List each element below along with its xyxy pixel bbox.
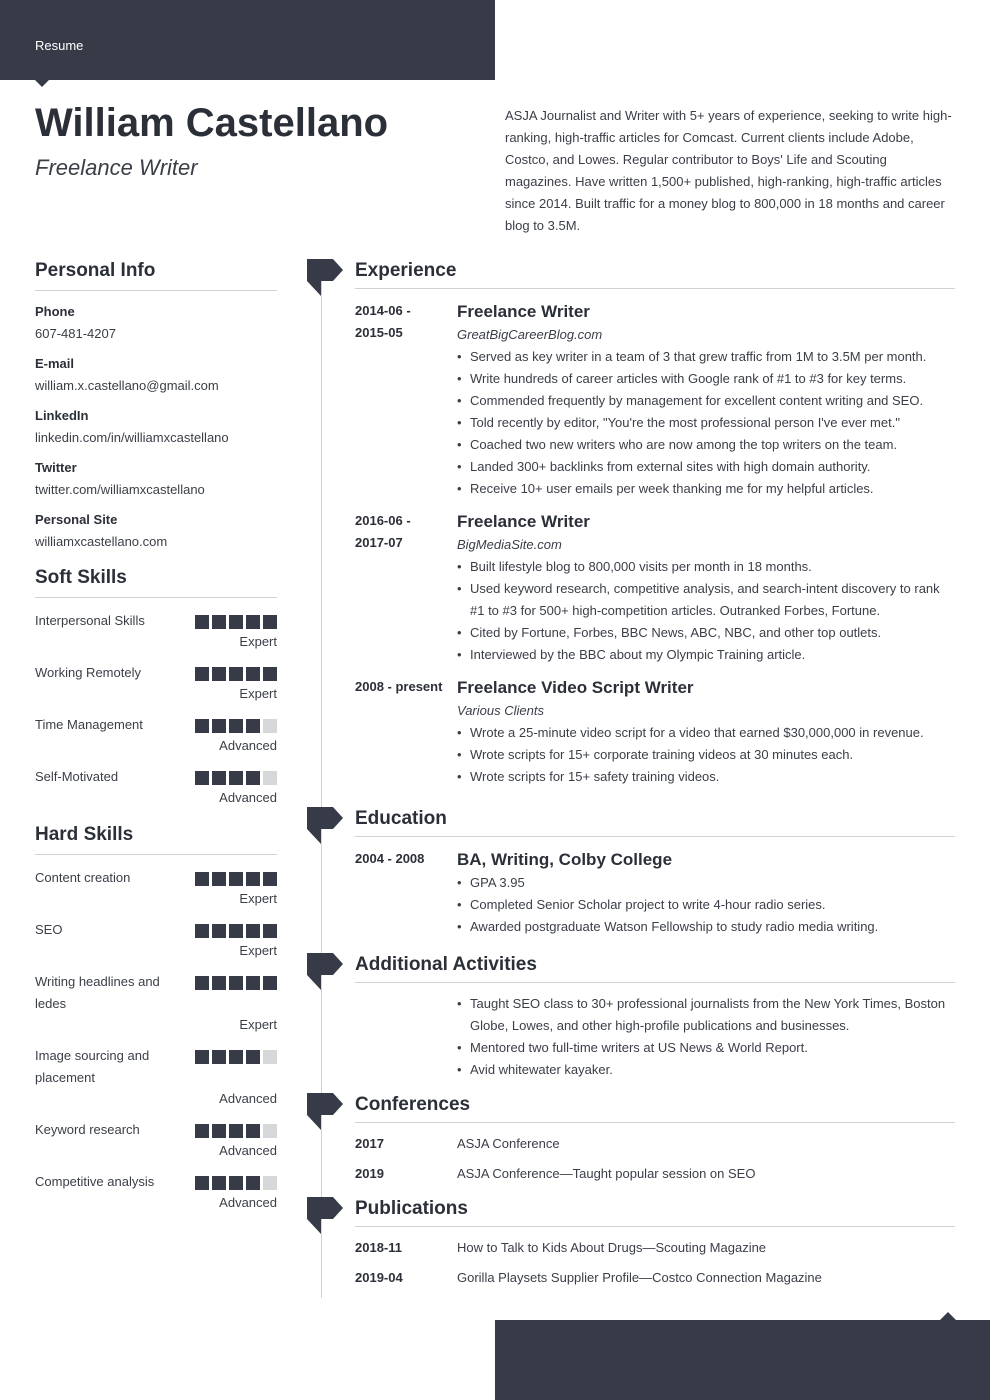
rating-square-filled	[246, 1176, 260, 1190]
rating-square-filled	[212, 976, 226, 990]
skill-row	[35, 971, 277, 1035]
hard-skills-heading: Hard Skills	[35, 822, 277, 855]
education-heading: Education	[355, 806, 955, 837]
entry-bullets	[457, 556, 955, 666]
entry-bullets	[457, 346, 955, 500]
skill-rating	[195, 872, 277, 886]
conferences-section	[355, 1092, 955, 1189]
bullet-item: • Coached two new writers who are now among the top writers on the team.	[457, 434, 955, 456]
skill-name: Competitive analysis	[35, 1174, 155, 1189]
bullet-item: • Served as key writer in a team of 3 that grew traffic from 1M to 3.5M per month.	[457, 346, 955, 368]
conferences-heading: Conferences	[355, 1092, 955, 1123]
rating-square-filled	[195, 872, 209, 886]
skill-rating	[195, 719, 277, 733]
twitter-label: Twitter	[35, 460, 77, 475]
phone-value: 607-481-4207	[35, 326, 116, 341]
skill-row	[35, 867, 277, 909]
left-column	[35, 258, 277, 1223]
skill-rating	[195, 1124, 277, 1138]
publications-section	[355, 1196, 955, 1293]
skill-level: Advanced	[219, 738, 277, 753]
skill-level: Advanced	[219, 1143, 277, 1158]
skill-name: Image sourcing and placement	[35, 1048, 150, 1085]
activities-marker-icon	[307, 953, 344, 993]
skill-rating	[195, 615, 277, 629]
personal-info-heading: Personal Info	[35, 258, 277, 291]
rating-square-filled	[195, 615, 209, 629]
experience-marker-icon	[307, 259, 344, 299]
entry-bullets	[457, 722, 955, 788]
candidate-name: William Castellano	[35, 101, 389, 145]
rating-square-filled	[195, 719, 209, 733]
activities-bullets	[457, 993, 955, 1081]
publication-date: 2019-04	[355, 1270, 403, 1285]
rating-square-filled	[229, 872, 243, 886]
bullet-item: • Avid whitewater kayaker.	[457, 1059, 955, 1081]
experience-entry	[355, 300, 955, 500]
entry-title: Freelance Writer	[457, 512, 590, 531]
publications-marker-icon	[307, 1197, 344, 1237]
bullet-item: • Cited by Fortune, Forbes, BBC News, ABC, NBC, and other top outlets.	[457, 622, 955, 644]
personal-info-list	[35, 303, 277, 553]
skill-name: Time Management	[35, 717, 143, 732]
conference-row	[355, 1159, 955, 1189]
rating-square-empty	[263, 1124, 277, 1138]
activities-entry	[355, 993, 955, 1081]
soft-skills-list	[35, 610, 277, 808]
linkedin-value: linkedin.com/in/williamxcastellano	[35, 430, 229, 445]
rating-square-filled	[229, 1124, 243, 1138]
conference-text: ASJA Conference	[457, 1136, 560, 1151]
bullet-item: • Completed Senior Scholar project to write 4-hour radio series.	[457, 894, 955, 916]
rating-square-filled	[229, 1050, 243, 1064]
candidate-title: Freelance Writer	[35, 155, 198, 180]
skill-row	[35, 1045, 277, 1109]
rating-square-filled	[195, 924, 209, 938]
skill-rating	[195, 976, 277, 990]
personal-site-value: williamxcastellano.com	[35, 534, 168, 549]
bullet-item: • Commended frequently by management for excellent content writing and SEO.	[457, 390, 955, 412]
twitter-value: twitter.com/williamxcastellano	[35, 482, 205, 497]
bullet-item: • Taught SEO class to 30+ professional journalists from the New York Times, Boston Globe, Lowes, and other high-profile publications and businesses.	[457, 993, 955, 1037]
header-notch	[34, 79, 50, 87]
entry-date: 2004 - 2008	[355, 851, 425, 866]
skill-level: Expert	[239, 686, 277, 701]
footer-notch	[940, 1312, 956, 1320]
skill-level: Expert	[239, 634, 277, 649]
entry-date: 2016-06 - 2017-07	[355, 513, 411, 550]
skill-level: Advanced	[219, 1195, 277, 1210]
rating-square-filled	[195, 976, 209, 990]
rating-square-filled	[263, 924, 277, 938]
bullet-item: • Used keyword research, competitive analysis, and search-intent discovery to rank #1 to #3 for 500+ high-competition articles. Outranked Forbes, Fortune.	[457, 578, 955, 622]
conference-text: ASJA Conference—Taught popular session on SEO	[457, 1166, 756, 1181]
rating-square-filled	[212, 924, 226, 938]
bullet-item: • Mentored two full-time writers at US News & World Report.	[457, 1037, 955, 1059]
soft-skills-heading: Soft Skills	[35, 565, 277, 598]
resume-tag: Resume	[35, 38, 84, 53]
rating-square-empty	[263, 719, 277, 733]
bullet-item: • Built lifestyle blog to 800,000 visits per month in 18 months.	[457, 556, 955, 578]
skill-row	[35, 610, 277, 652]
entry-company: GreatBigCareerBlog.com	[457, 327, 603, 342]
skill-level: Expert	[239, 891, 277, 906]
entry-bullets	[457, 872, 955, 938]
skill-rating	[195, 771, 277, 785]
rating-square-filled	[246, 924, 260, 938]
skill-name: Self-Motivated	[35, 769, 119, 784]
rating-square-filled	[263, 872, 277, 886]
skill-row	[35, 1119, 277, 1161]
bullet-item: • GPA 3.95	[457, 872, 955, 894]
skill-row	[35, 1171, 277, 1213]
entry-title: BA, Writing, Colby College	[457, 850, 673, 869]
rating-square-filled	[212, 615, 226, 629]
skill-level: Advanced	[219, 1091, 277, 1106]
rating-square-filled	[229, 667, 243, 681]
skill-name: Working Remotely	[35, 665, 141, 680]
rating-square-empty	[263, 1050, 277, 1064]
rating-square-filled	[263, 615, 277, 629]
rating-square-filled	[229, 976, 243, 990]
skill-rating	[195, 924, 277, 938]
rating-square-filled	[212, 1050, 226, 1064]
skill-row	[35, 766, 277, 808]
rating-square-filled	[212, 872, 226, 886]
rating-square-filled	[195, 771, 209, 785]
rating-square-filled	[195, 667, 209, 681]
rating-square-empty	[263, 1176, 277, 1190]
rating-square-filled	[229, 719, 243, 733]
footer-band	[495, 1320, 990, 1400]
bullet-item: • Wrote a 25-minute video script for a video that earned $30,000,000 in revenue.	[457, 722, 955, 744]
rating-square-filled	[246, 667, 260, 681]
experience-entry	[355, 676, 955, 788]
conferences-marker-icon	[307, 1093, 344, 1133]
email-label: E-mail	[35, 356, 75, 371]
entry-company: BigMediaSite.com	[457, 537, 562, 552]
education-marker-icon	[307, 807, 344, 847]
hard-skills-list	[35, 867, 277, 1213]
rating-square-filled	[263, 976, 277, 990]
entry-company: Various Clients	[457, 703, 544, 718]
experience-heading: Experience	[355, 258, 955, 289]
bullet-item: • Wrote scripts for 15+ corporate training videos at 30 minutes each.	[457, 744, 955, 766]
education-entry	[355, 848, 955, 938]
rating-square-filled	[212, 719, 226, 733]
timeline-line	[321, 270, 322, 1298]
skill-rating	[195, 1050, 277, 1064]
entry-title: Freelance Video Script Writer	[457, 678, 694, 697]
phone-label: Phone	[35, 304, 75, 319]
conference-date: 2017	[355, 1136, 384, 1151]
skill-level: Expert	[239, 943, 277, 958]
publications-heading: Publications	[355, 1196, 955, 1227]
publication-text: How to Talk to Kids About Drugs—Scouting Magazine	[457, 1240, 767, 1255]
skill-rating	[195, 667, 277, 681]
activities-heading: Additional Activities	[355, 952, 955, 983]
publication-text: Gorilla Playsets Supplier Profile—Costco Connection Magazine	[457, 1270, 822, 1285]
skill-name: Writing headlines and ledes	[35, 974, 160, 1011]
skill-row	[35, 662, 277, 704]
bullet-item: • Awarded postgraduate Watson Fellowship to study radio media writing.	[457, 916, 955, 938]
rating-square-filled	[229, 771, 243, 785]
skill-row	[35, 919, 277, 961]
personal-site-label: Personal Site	[35, 512, 118, 527]
rating-square-filled	[195, 1176, 209, 1190]
rating-square-filled	[212, 1124, 226, 1138]
linkedin-label: LinkedIn	[35, 408, 89, 423]
entry-date: 2014-06 - 2015-05	[355, 303, 411, 340]
bullet-item: • Told recently by editor, "You're the most professional person I've ever met."	[457, 412, 955, 434]
rating-square-filled	[229, 924, 243, 938]
rating-square-filled	[212, 771, 226, 785]
rating-square-filled	[246, 976, 260, 990]
experience-entry	[355, 510, 955, 666]
rating-square-empty	[263, 771, 277, 785]
rating-square-filled	[195, 1050, 209, 1064]
skill-level: Advanced	[219, 790, 277, 805]
entry-title: Freelance Writer	[457, 302, 590, 321]
bullet-item: • Write hundreds of career articles with Google rank of #1 to #3 for key terms.	[457, 368, 955, 390]
skill-name: Keyword research	[35, 1122, 140, 1137]
skill-row	[35, 714, 277, 756]
rating-square-filled	[229, 1176, 243, 1190]
publication-date: 2018-11	[355, 1240, 402, 1255]
rating-square-filled	[246, 1050, 260, 1064]
bullet-item: • Receive 10+ user emails per week thanking me for my helpful articles.	[457, 478, 955, 500]
skill-rating	[195, 1176, 277, 1190]
entry-date: 2008 - present	[355, 679, 443, 694]
bullet-item: • Landed 300+ backlinks from external sites with high domain authority.	[457, 456, 955, 478]
rating-square-filled	[212, 667, 226, 681]
education-section	[355, 806, 955, 938]
email-value: william.x.castellano@gmail.com	[35, 378, 219, 393]
rating-square-filled	[246, 1124, 260, 1138]
bullet-item: • Wrote scripts for 15+ safety training videos.	[457, 766, 955, 788]
rating-square-filled	[195, 1124, 209, 1138]
rating-square-filled	[246, 615, 260, 629]
publication-row	[355, 1233, 955, 1263]
activities-section	[355, 952, 955, 1081]
rating-square-filled	[246, 771, 260, 785]
rating-square-filled	[229, 615, 243, 629]
rating-square-filled	[246, 719, 260, 733]
rating-square-filled	[263, 667, 277, 681]
bullet-item: • Interviewed by the BBC about my Olympic Training article.	[457, 644, 955, 666]
rating-square-filled	[246, 872, 260, 886]
header-band	[0, 0, 495, 80]
experience-section	[355, 258, 955, 788]
skill-name: Interpersonal Skills	[35, 613, 145, 628]
publication-row	[355, 1263, 955, 1293]
skill-name: Content creation	[35, 870, 131, 885]
rating-square-filled	[212, 1176, 226, 1190]
conference-date: 2019	[355, 1166, 384, 1181]
summary-text: ASJA Journalist and Writer with 5+ years of experience, seeking to write high-ranking, high-traffic articles for Comcast. Current clients include Adobe, Costco, and Lowes. Regular contributor to Boys' Life and Scouting magazines. Have written 1,500+ published, high-ranking, high-traffic articles since 2014. Built traffic for a money blog to 800,000 in 18 months and career blog to 3.5M.	[505, 108, 952, 233]
skill-name: SEO	[35, 922, 63, 937]
conference-row	[355, 1129, 955, 1159]
skill-level: Expert	[239, 1017, 277, 1032]
